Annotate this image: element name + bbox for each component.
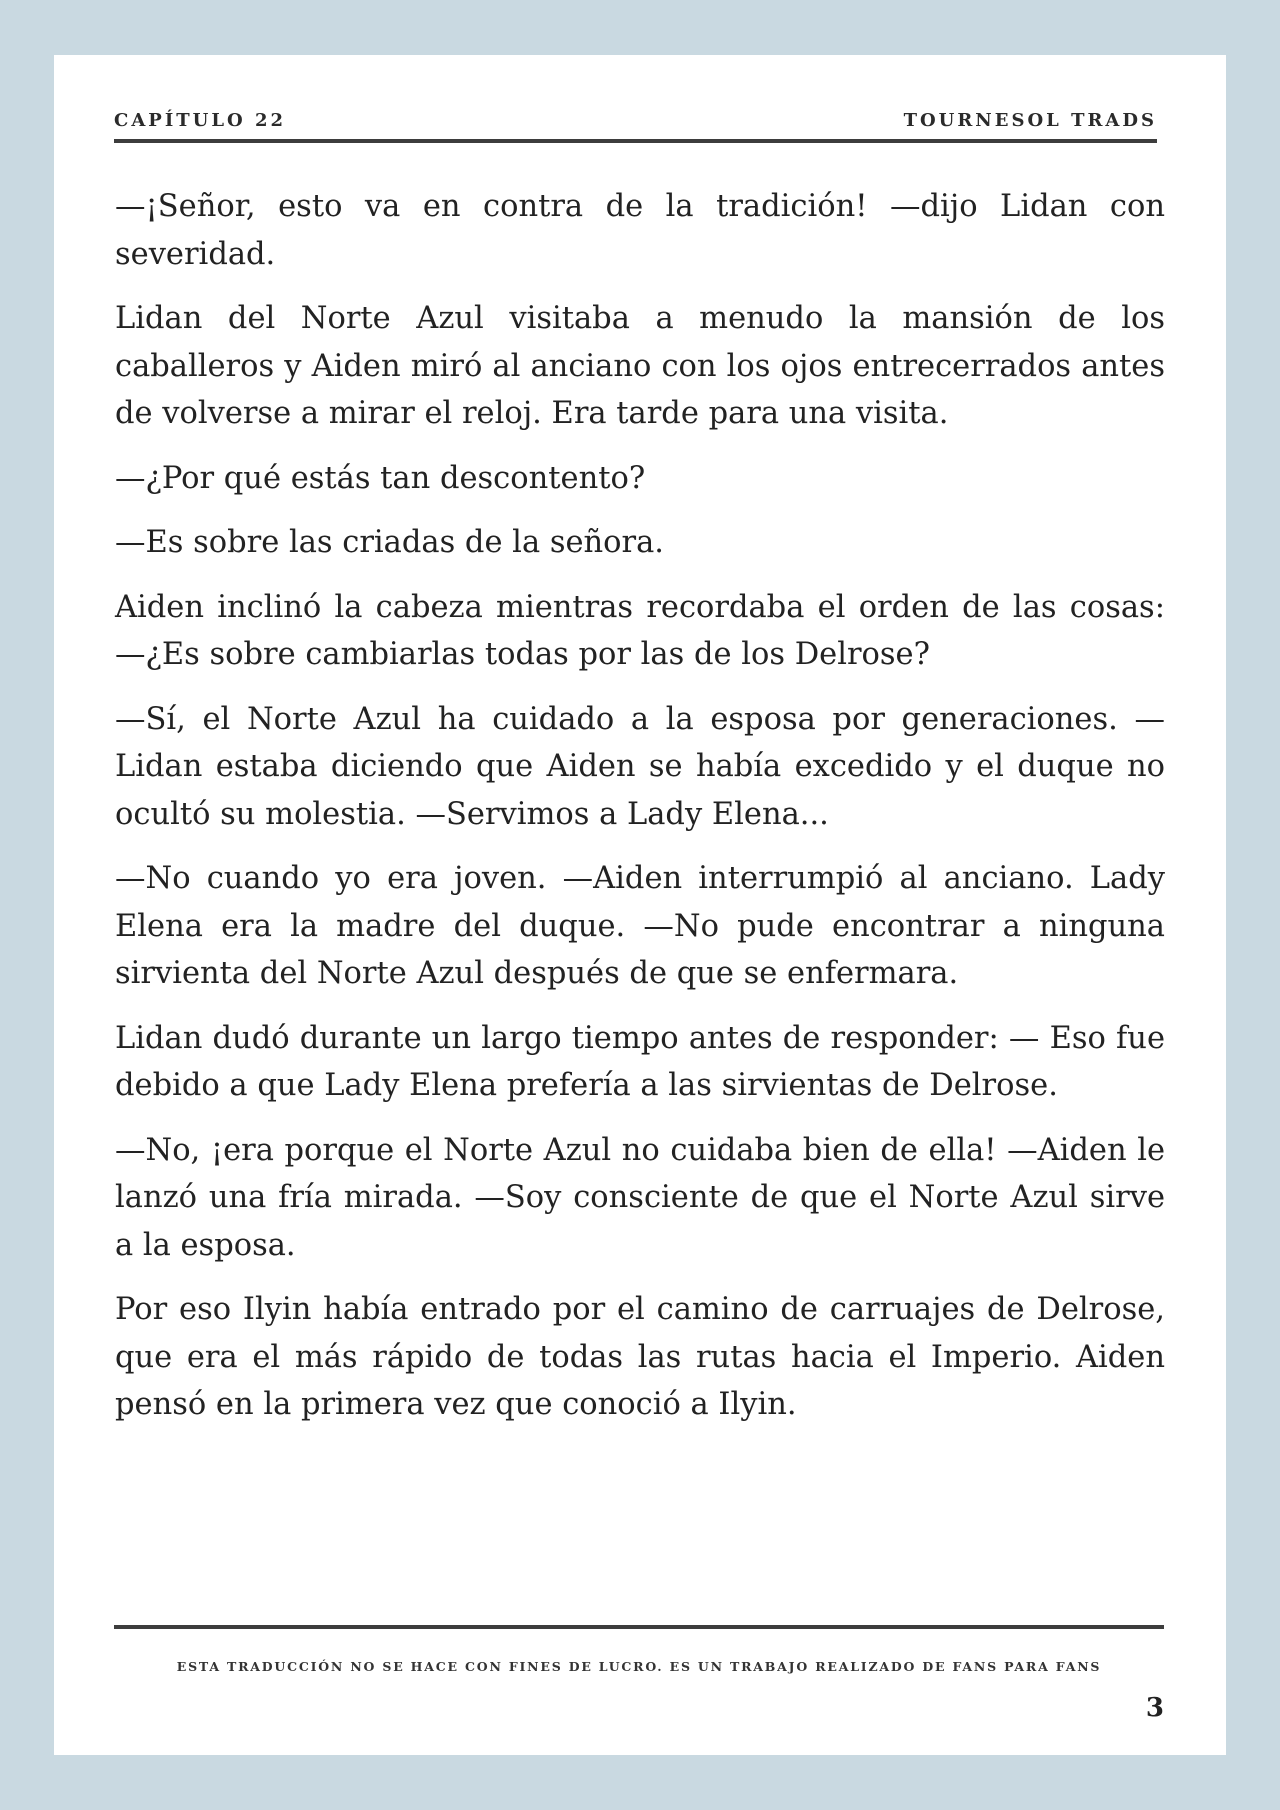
paragraph: —¿Por qué estás tan descontento?: [115, 460, 646, 496]
paragraph: —No, ¡era porque el Norte Azul no cuidaba bien de ella! —Aiden le lanzó una fría mirada. —Soy consciente de que el Norte Azul sirve a la esposa.: [115, 1132, 1165, 1263]
paragraph: —No cuando yo era joven. —Aiden interrumpió al anciano. Lady Elena era la madre del duque. —No pude encontrar a ninguna sirvienta del Norte Azul después de que se enfermara.: [115, 861, 1165, 991]
paragraph: —Es sobre las criadas de la señora.: [115, 525, 664, 560]
disclaimer-note: ESTA TRADUCCIÓN NO SE HACE CON FINES DE LUCRO. ES UN TRABAJO REALIZADO DE FANS PARA FANS: [176, 1659, 1102, 1674]
footer-divider: [114, 1625, 1164, 1629]
header-divider: [114, 139, 1157, 143]
paragraph: —Sí, el Norte Azul ha cuidado a la esposa por generaciones. —Lidan estaba diciendo que Aiden se había excedido y el duque no ocultó su molestia. —Servimos a Lady Elena...: [115, 701, 1165, 832]
paragraph: —¡Señor, esto va en contra de la tradición! —dijo Lidan con severidad.: [115, 189, 1165, 272]
paragraph: Por eso Ilyin había entrado por el camino de carruajes de Delrose, que era el más rápido de todas las rutas hacia el Imperio. Aiden pensó en la primera vez que conoció a Ilyin.: [115, 1292, 1165, 1422]
paragraph: Lidan dudó durante un largo tiempo antes de responder: — Eso fue debido a que Lady Elena prefería a las sirvientas de Delrose.: [115, 1020, 1165, 1103]
translator-group: TOURNESOL TRADS: [903, 109, 1157, 131]
chapter-body: [115, 183, 1165, 1446]
document-page: [54, 55, 1226, 1755]
paragraph: Aiden inclinó la cabeza mientras recordaba el orden de las cosas: —¿Es sobre cambiarlas todas por las de los Delrose?: [115, 589, 1165, 672]
paragraph: Lidan del Norte Azul visitaba a menudo la mansión de los caballeros y Aiden miró al anciano con los ojos entrecerrados antes de volverse a mirar el reloj. Era tarde para una visita.: [115, 301, 1165, 431]
chapter-title: CAPÍTULO 22: [114, 109, 286, 131]
page-header: [114, 105, 1157, 135]
page-number: 3: [1145, 1693, 1164, 1723]
